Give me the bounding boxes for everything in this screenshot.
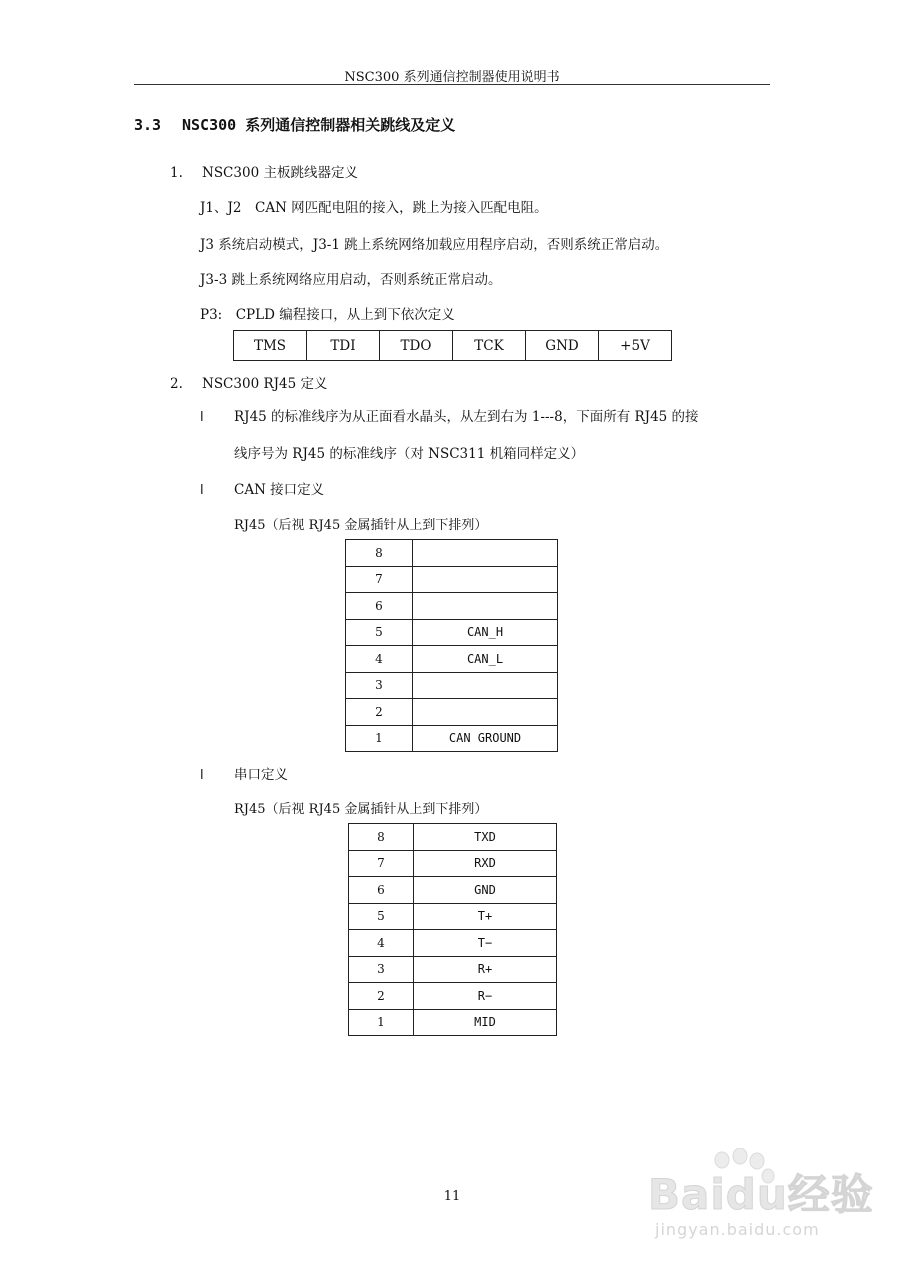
table-row <box>349 824 557 851</box>
p3-pin-cell: TCK <box>453 331 526 361</box>
table-row <box>346 619 558 646</box>
pin-number: 7 <box>346 566 413 593</box>
serial-table-caption: RJ45（后视 RJ45 金属插针从上到下排列） <box>234 802 488 817</box>
pin-signal: MID <box>414 1009 557 1036</box>
pin-signal: CAN GROUND <box>413 725 558 752</box>
table-row <box>346 699 558 726</box>
header-divider <box>134 84 770 85</box>
pin-signal: CAN_L <box>413 646 558 673</box>
bullet-marker: l <box>200 483 204 498</box>
pin-number: 3 <box>349 956 414 983</box>
pin-signal: RXD <box>414 850 557 877</box>
pin-signal: GND <box>414 877 557 904</box>
bullet-marker: l <box>200 410 204 425</box>
page-number: 11 <box>443 1189 461 1204</box>
table-row <box>234 331 672 361</box>
pin-signal <box>413 672 558 699</box>
pin-signal: TXD <box>414 824 557 851</box>
p3-pin-table <box>233 330 672 361</box>
table-row <box>346 672 558 699</box>
pin-number: 5 <box>346 619 413 646</box>
item-1-index: 1. <box>170 165 183 181</box>
p3-pin-cell: TDI <box>307 331 380 361</box>
p3-pin-cell: TMS <box>234 331 307 361</box>
pin-number: 5 <box>349 903 414 930</box>
table-row <box>346 725 558 752</box>
pin-signal: T+ <box>414 903 557 930</box>
pin-signal: R+ <box>414 956 557 983</box>
pin-signal: R− <box>414 983 557 1010</box>
table-row <box>349 930 557 957</box>
section-title: NSC300 系列通信控制器相关跳线及定义 <box>182 116 456 134</box>
table-row <box>349 850 557 877</box>
serial-interface-heading: 串口定义 <box>234 767 288 783</box>
rj45-order-line-1: RJ45 的标准线序为从正面看水晶头，从左到右为 1---8，下面所有 RJ45 的接 <box>234 409 699 425</box>
jumper-j3-line: J3 系统启动模式，J3-1 跳上系统网络加载应用程序启动，否则系统正常启动。 <box>200 237 669 253</box>
table-row <box>349 983 557 1010</box>
watermark-url: jingyan.baidu.com <box>655 1220 820 1239</box>
pin-number: 1 <box>346 725 413 752</box>
pin-number: 3 <box>346 672 413 699</box>
item-2-heading <box>170 372 328 392</box>
rj45-order-line-2: 线序号为 RJ45 的标准线序（对 NSC311 机箱同样定义） <box>234 446 585 462</box>
pin-number: 7 <box>349 850 414 877</box>
pin-signal: T− <box>414 930 557 957</box>
p3-pin-cell: GND <box>526 331 599 361</box>
table-row <box>346 593 558 620</box>
can-table-caption: RJ45（后视 RJ45 金属插针从上到下排列） <box>234 518 488 533</box>
table-row <box>349 877 557 904</box>
section-number: 3.3 <box>134 116 162 134</box>
pin-signal <box>413 540 558 567</box>
pin-signal <box>413 699 558 726</box>
pin-number: 2 <box>346 699 413 726</box>
bullet-marker: l <box>200 768 204 783</box>
item-2-title: NSC300 RJ45 定义 <box>202 376 328 392</box>
pin-signal <box>413 566 558 593</box>
serial-pin-table <box>348 823 557 1036</box>
table-row <box>346 540 558 567</box>
p3-pin-cell: +5V <box>599 331 672 361</box>
jumper-j3-3-line: J3-3 跳上系统网络应用启动，否则系统正常启动。 <box>200 272 502 288</box>
serial-interface-bullet <box>200 763 288 783</box>
p3-pin-cell: TDO <box>380 331 453 361</box>
jumper-j1-j2-line: J1、J2 CAN 网匹配电阻的接入，跳上为接入匹配电阻。 <box>200 200 548 216</box>
item-2-index: 2. <box>170 376 183 392</box>
pin-signal <box>413 593 558 620</box>
table-row <box>349 903 557 930</box>
pin-number: 6 <box>349 877 414 904</box>
pin-number: 2 <box>349 983 414 1010</box>
table-row <box>346 646 558 673</box>
table-row <box>349 956 557 983</box>
watermark-brand: Baidu经验 <box>648 1170 874 1219</box>
item-1-heading <box>170 161 358 181</box>
pin-number: 4 <box>346 646 413 673</box>
can-interface-heading: CAN 接口定义 <box>234 482 325 498</box>
pin-number: 4 <box>349 930 414 957</box>
pin-number: 8 <box>346 540 413 567</box>
pin-number: 8 <box>349 824 414 851</box>
pin-signal: CAN_H <box>413 619 558 646</box>
can-interface-bullet <box>200 478 324 498</box>
table-row <box>349 1009 557 1036</box>
can-pin-table <box>345 539 558 752</box>
item-1-title: NSC300 主板跳线器定义 <box>202 165 358 181</box>
pin-number: 1 <box>349 1009 414 1036</box>
document-header: NSC300 系列通信控制器使用说明书 <box>344 70 560 85</box>
rj45-order-bullet <box>200 405 699 425</box>
p3-description-line: P3: CPLD 编程接口，从上到下依次定义 <box>200 307 455 323</box>
section-heading <box>134 114 455 135</box>
pin-number: 6 <box>346 593 413 620</box>
table-row <box>346 566 558 593</box>
